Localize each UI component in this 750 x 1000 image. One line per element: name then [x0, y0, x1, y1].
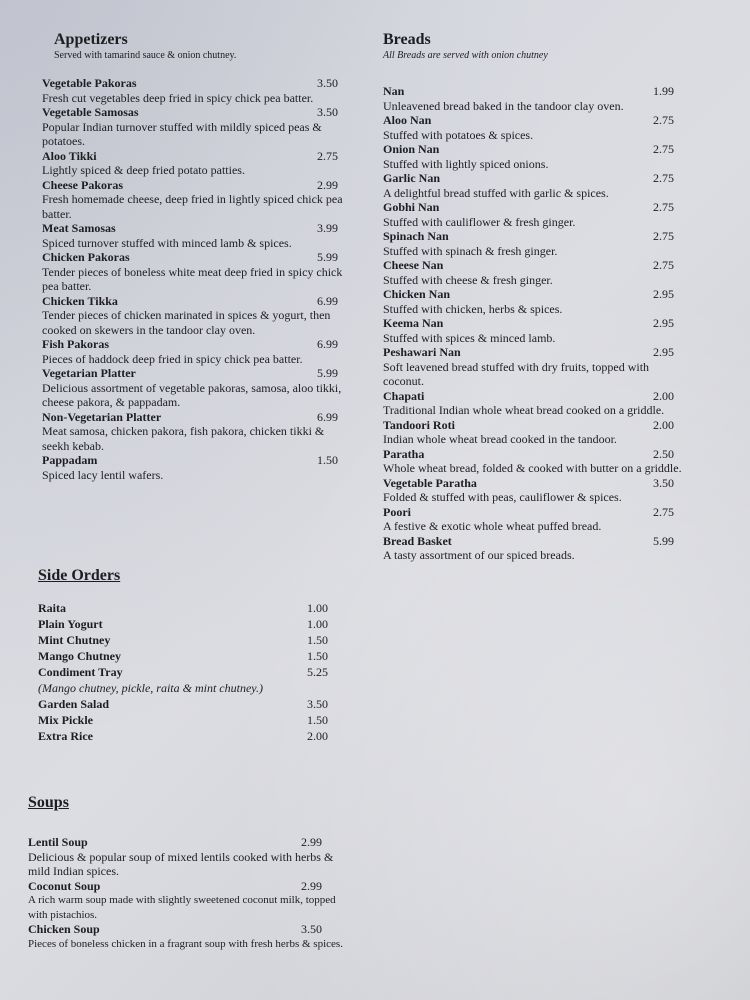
appetizers-note: Served with tamarind sauce & onion chutney. [54, 50, 237, 61]
menu-item-row [383, 534, 688, 549]
item-description: A rich warm soup made with slightly sweetened coconut milk, topped with pistachios. [28, 894, 336, 921]
item-name: Mango Chutney [38, 649, 122, 663]
side-order-item [38, 600, 338, 616]
menu-item [28, 922, 348, 951]
item-description: Spiced turnover stuffed with minced lamb & spices. [42, 235, 292, 250]
side-order-item [38, 616, 338, 632]
side-order-item [38, 664, 338, 680]
item-description: Stuffed with potatoes & spices. [383, 127, 534, 142]
breads-note: All Breads are served with onion chutney [383, 50, 548, 61]
item-name: Garlic Nan [383, 171, 440, 185]
item-name: Vegetable Pakoras [42, 76, 137, 90]
soups-section [28, 793, 348, 951]
item-name: Non-Vegetarian Platter [42, 409, 162, 424]
item-price: 1.50 [307, 713, 328, 727]
item-name: Extra Rice [38, 729, 93, 743]
menu-item-row [383, 418, 688, 433]
menu-item-row [28, 410, 348, 425]
item-price: 3.50 [653, 475, 674, 490]
item-description: Delicious assortment of vegetable pakoras, samosa, aloo tikki, cheese pakora, & pappadam. [42, 380, 342, 409]
item-name: Mint Chutney [38, 633, 111, 647]
item-price: 2.95 [653, 316, 674, 330]
menu-item-row [383, 505, 688, 520]
soups-list [28, 835, 348, 951]
menu-item [28, 410, 348, 454]
side-order-note: (Mango chutney, pickle, raita & mint chutney.) [38, 681, 263, 695]
item-price: 2.75 [653, 258, 674, 272]
menu-item-row [383, 389, 688, 404]
item-name: Raita [38, 601, 66, 615]
item-name: Gobhi Nan [383, 200, 440, 214]
menu-item [28, 294, 348, 338]
item-description: Stuffed with spices & minced lamb. [383, 330, 556, 345]
menu-item-row [28, 366, 348, 381]
item-description: Soft leavened bread stuffed with dry fruits, topped with coconut. [383, 359, 650, 388]
side-orders-section [38, 566, 338, 744]
left-column [28, 30, 348, 482]
menu-item-row [383, 142, 688, 157]
item-description: Lightly spiced & deep fried potato patties. [42, 163, 245, 177]
item-price: 2.00 [653, 388, 674, 403]
item-price: 2.00 [653, 417, 674, 432]
menu-item [383, 447, 688, 476]
item-price: 2.00 [307, 729, 328, 743]
item-price: 2.75 [653, 113, 674, 127]
item-price: 2.75 [653, 504, 674, 519]
item-name: Nan [383, 84, 405, 98]
item-description: Spiced lacy lentil wafers. [42, 467, 164, 482]
item-name: Garden Salad [38, 697, 110, 711]
menu-item-row [383, 258, 688, 273]
menu-item [383, 258, 688, 287]
item-description: Whole wheat bread, folded & cooked with butter on a griddle. [383, 461, 682, 475]
item-description: Stuffed with chicken, herbs & spices. [383, 301, 563, 316]
appetizers-section [28, 30, 348, 482]
menu-item [28, 250, 348, 294]
item-price: 2.99 [301, 835, 322, 849]
menu-item-row [383, 171, 688, 186]
menu-item-row [383, 229, 688, 244]
item-price: 1.00 [307, 601, 328, 615]
menu-item-row [28, 453, 348, 468]
item-price: 6.99 [317, 293, 338, 308]
item-price: 2.99 [301, 878, 322, 893]
item-description: A tasty assortment of our spiced breads. [383, 548, 575, 562]
menu-item-row [28, 879, 348, 894]
item-price: 6.99 [317, 337, 338, 351]
item-name: Chapati [383, 388, 425, 403]
menu-item [383, 505, 688, 534]
menu-item-row [383, 287, 688, 302]
item-name: Coconut Soup [28, 878, 101, 893]
menu-item-row [28, 337, 348, 352]
item-name: Chicken Pakoras [42, 250, 130, 264]
item-name: Plain Yogurt [38, 617, 103, 631]
menu-item [383, 200, 688, 229]
menu-item-row [28, 221, 348, 236]
item-price: 6.99 [317, 409, 338, 424]
menu-item-row [28, 294, 348, 309]
side-order-item [38, 712, 338, 728]
item-price: 5.99 [317, 366, 338, 380]
menu-item [383, 389, 688, 418]
menu-item [28, 453, 348, 482]
item-name: Tandoori Roti [383, 417, 455, 432]
item-description: Stuffed with cauliflower & fresh ginger. [383, 214, 576, 229]
menu-item-row [28, 76, 348, 91]
side-orders-list [38, 600, 338, 744]
item-price: 2.99 [317, 177, 338, 192]
right-column [383, 30, 688, 563]
item-description: Tender pieces of boneless white meat deep fried in spicy chick pea batter. [42, 264, 343, 293]
item-name: Pappadam [42, 453, 98, 467]
menu-item-row [383, 316, 688, 331]
item-price: 2.95 [653, 287, 674, 301]
item-description: Stuffed with spinach & fresh ginger. [383, 243, 558, 258]
item-price: 1.50 [307, 633, 328, 647]
menu-item-row [28, 149, 348, 164]
menu-item [28, 835, 348, 879]
item-name: Aloo Tikki [42, 148, 97, 163]
item-price: 2.75 [653, 200, 674, 214]
menu-item [28, 879, 348, 923]
item-price: 1.50 [317, 453, 338, 467]
item-price: 2.75 [653, 229, 674, 243]
menu-item [28, 178, 348, 222]
item-description: Popular Indian turnover stuffed with mildly spiced peas & potatoes. [42, 119, 322, 148]
item-description: Meat samosa, chicken pakora, fish pakora, chicken tikki & seekh kebab. [42, 424, 325, 453]
item-price: 3.50 [317, 76, 338, 90]
item-price: 2.75 [653, 171, 674, 185]
menu-item [28, 149, 348, 178]
menu-item-row [383, 447, 688, 462]
menu-item-row [383, 113, 688, 128]
item-description: A delightful bread stuffed with garlic & spices. [383, 185, 609, 200]
item-name: Vegetarian Platter [42, 366, 136, 380]
menu-item [28, 76, 348, 105]
item-name: Onion Nan [383, 142, 440, 156]
item-description: Pieces of haddock deep fried in spicy chick pea batter. [42, 351, 303, 366]
menu-item [28, 221, 348, 250]
item-price: 1.00 [307, 617, 328, 631]
soups-title: Soups [28, 794, 69, 811]
item-name: Lentil Soup [28, 835, 88, 849]
item-name: Chicken Nan [383, 287, 451, 301]
item-description: Pieces of boneless chicken in a fragrant soup with fresh herbs & spices. [28, 937, 343, 950]
menu-item [383, 316, 688, 345]
item-price: 3.50 [301, 922, 322, 936]
menu-item [383, 113, 688, 142]
menu-item-row [28, 250, 348, 265]
item-description: Stuffed with cheese & fresh ginger. [383, 272, 553, 287]
item-name: Aloo Nan [383, 113, 432, 127]
item-description: Unleavened bread baked in the tandoor clay oven. [383, 98, 624, 113]
item-price: 2.50 [653, 446, 674, 461]
item-price: 1.99 [653, 84, 674, 98]
menu-item [383, 476, 688, 505]
item-price: 2.75 [317, 148, 338, 163]
menu-item [383, 345, 688, 389]
item-name: Vegetable Paratha [383, 475, 477, 490]
item-name: Fish Pakoras [42, 337, 110, 351]
menu-item-row [28, 922, 348, 937]
item-name: Mix Pickle [38, 713, 93, 727]
item-price: 2.95 [653, 345, 674, 359]
item-name: Meat Samosas [42, 221, 116, 235]
item-name: Vegetable Samosas [42, 105, 139, 119]
item-price: 5.99 [317, 250, 338, 264]
menu-item-row [383, 345, 688, 360]
menu-item [383, 142, 688, 171]
menu-item [28, 366, 348, 410]
menu-item-row [28, 105, 348, 120]
item-name: Peshawari Nan [383, 345, 461, 359]
item-description: Delicious & popular soup of mixed lentils cooked with herbs & mild Indian spices. [28, 849, 334, 878]
menu-item [28, 337, 348, 366]
menu-item [28, 105, 348, 149]
menu-item [383, 287, 688, 316]
item-name: Keema Nan [383, 316, 444, 330]
menu-item-row [28, 835, 348, 850]
item-price: 3.50 [317, 105, 338, 119]
appetizers-title: Appetizers [54, 31, 128, 48]
side-order-item [38, 632, 338, 648]
item-description: A festive & exotic whole wheat puffed bread. [383, 519, 602, 533]
menu-item-row [383, 476, 688, 491]
menu-item [383, 171, 688, 200]
item-description: Tender pieces of chicken marinated in spices & yogurt, then cooked on skewers in the tandoor clay oven. [42, 308, 331, 337]
item-name: Spinach Nan [383, 229, 449, 243]
breads-title: Breads [383, 31, 431, 48]
item-description: Indian whole wheat bread cooked in the tandoor. [383, 432, 617, 446]
item-price: 3.50 [307, 697, 328, 711]
item-description: Stuffed with lightly spiced onions. [383, 156, 549, 171]
item-name: Poori [383, 504, 411, 519]
menu-item-row [383, 84, 688, 99]
menu-item [383, 84, 688, 113]
breads-section [383, 30, 688, 563]
appetizers-list [28, 76, 348, 482]
item-name: Condiment Tray [38, 665, 123, 679]
side-order-item [38, 696, 338, 712]
breads-list [383, 84, 688, 563]
side-orders-title: Side Orders [38, 567, 121, 584]
menu-item-row [28, 178, 348, 193]
item-price: 3.99 [317, 221, 338, 235]
item-name: Bread Basket [383, 533, 452, 548]
item-name: Cheese Nan [383, 258, 444, 272]
item-description: Fresh homemade cheese, deep fried in lightly spiced chick pea batter. [42, 192, 343, 221]
item-description: Folded & stuffed with peas, cauliflower & spices. [383, 490, 622, 504]
item-price: 2.75 [653, 142, 674, 156]
item-name: Chicken Tikka [42, 293, 118, 308]
item-name: Cheese Pakoras [42, 177, 123, 192]
item-description: Fresh cut vegetables deep fried in spicy chick pea batter. [42, 90, 314, 105]
menu-item-row [383, 200, 688, 215]
side-order-item [38, 728, 338, 744]
item-price: 5.99 [653, 533, 674, 548]
item-name: Chicken Soup [28, 922, 100, 936]
item-price: 1.50 [307, 649, 328, 663]
menu-item [383, 418, 688, 447]
item-description: Traditional Indian whole wheat bread cooked on a griddle. [383, 403, 665, 417]
item-price: 5.25 [307, 665, 328, 679]
menu-item [383, 229, 688, 258]
item-name: Paratha [383, 446, 425, 461]
side-order-item [38, 648, 338, 664]
menu-item [383, 534, 688, 563]
